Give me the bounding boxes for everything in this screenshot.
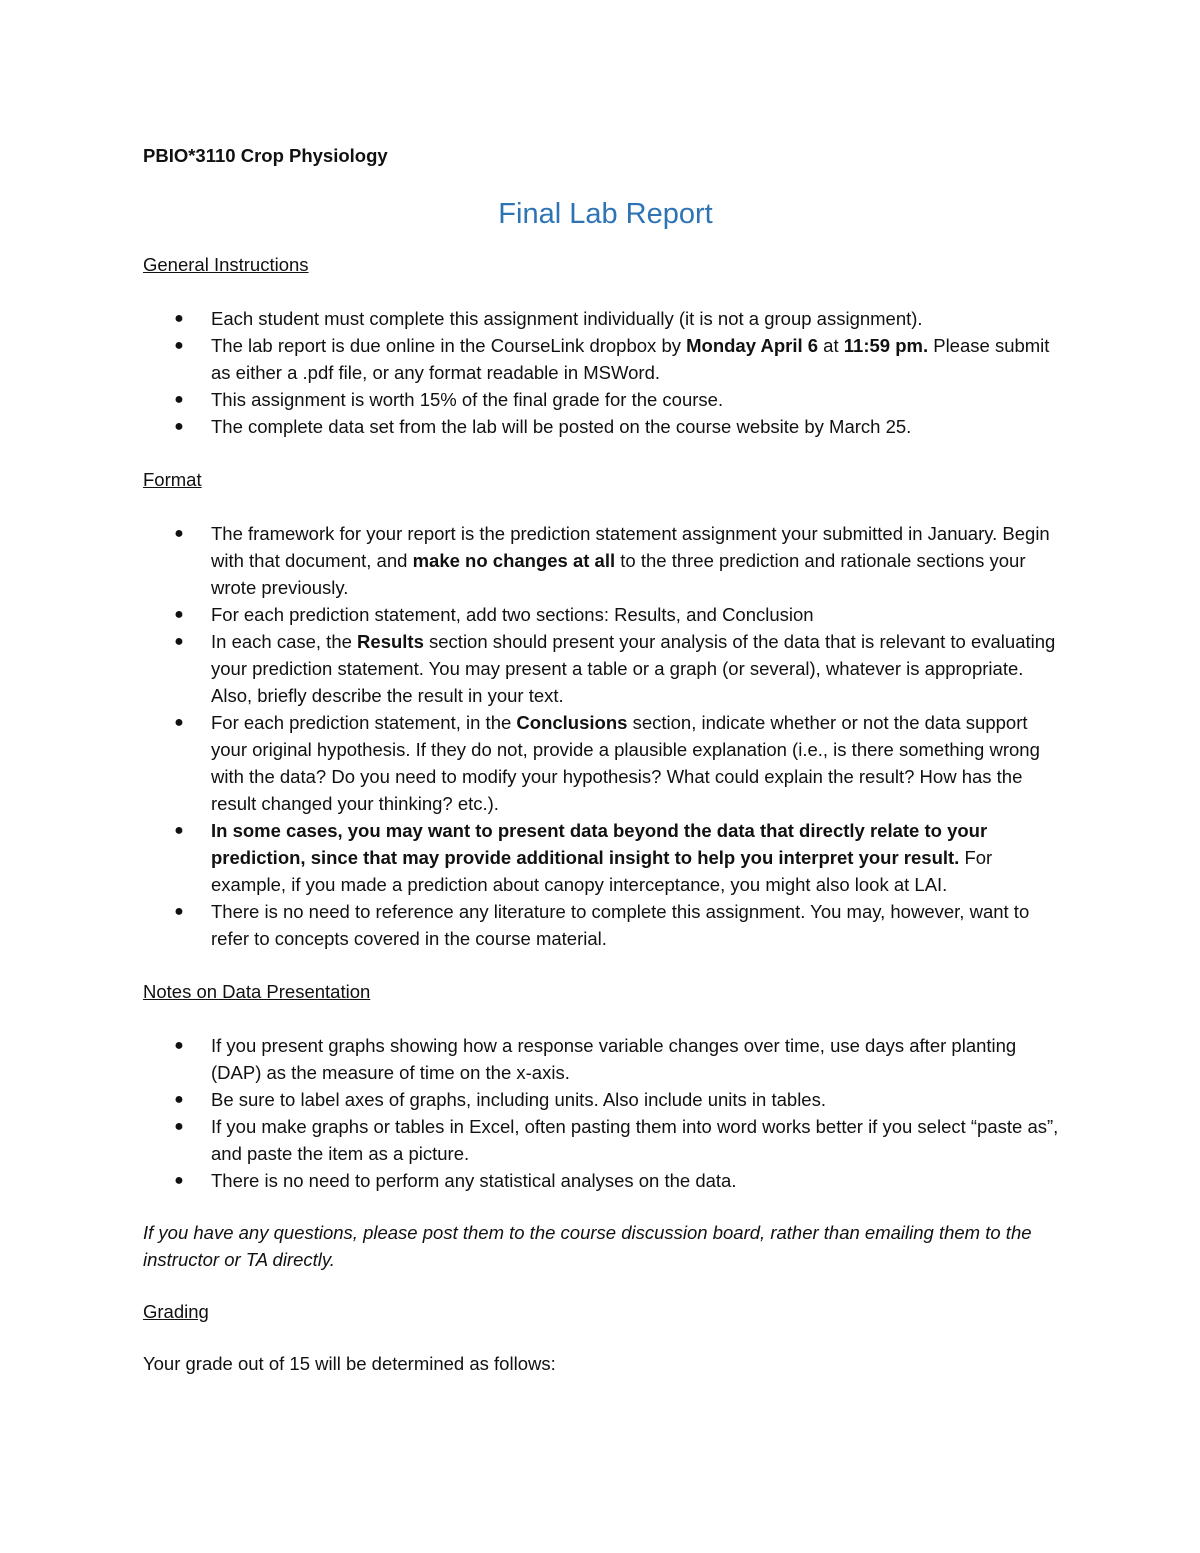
questions-note: If you have any questions, please post them to the course discussion board, rather than emailing them to the instructor or TA directly. xyxy=(143,1222,1032,1270)
text: If you present graphs showing how a response variable changes over time, use days after planting (DAP) as the measure of time on the x-axis. xyxy=(211,1035,1017,1083)
text: at xyxy=(818,335,844,356)
bold-text: Conclusions xyxy=(516,712,628,733)
list-item xyxy=(143,628,1068,709)
text: For each prediction statement, in the xyxy=(211,712,517,733)
list-item xyxy=(143,1032,1068,1086)
list-item xyxy=(143,305,1068,332)
list-item xyxy=(143,1167,1068,1194)
list-item xyxy=(143,709,1068,817)
bullet-icon: ● xyxy=(174,310,184,327)
text: to the three prediction and rationale sections your wrote previously. xyxy=(211,550,1026,598)
course-title: PBIO*3110 Crop Physiology xyxy=(143,145,388,166)
bold-text: Monday April 6 xyxy=(686,335,819,356)
document-page xyxy=(143,142,1068,1377)
list-item xyxy=(143,1086,1068,1113)
list-item xyxy=(143,898,1068,952)
list-item xyxy=(143,332,1068,386)
text: There is no need to perform any statistical analyses on the data. xyxy=(211,1170,737,1191)
text: The complete data set from the lab will be posted on the course website by March 25. xyxy=(211,416,912,437)
text: There is no need to reference any literature to complete this assignment. You may, however, want to refer to concepts covered in the course material. xyxy=(211,901,1030,949)
bullet-icon: ● xyxy=(174,391,184,408)
text: Each student must complete this assignment individually (it is not a group assignment). xyxy=(211,308,923,329)
general-instructions-list xyxy=(143,305,1068,440)
bullet-icon: ● xyxy=(174,337,184,354)
grading-heading: Grading xyxy=(143,1301,209,1322)
format-list xyxy=(143,520,1068,952)
list-item xyxy=(143,601,1068,628)
bullet-icon: ● xyxy=(174,1091,184,1108)
bullet-icon: ● xyxy=(174,822,184,839)
bullet-icon: ● xyxy=(174,714,184,731)
bold-text: In some cases, you may want to present data beyond the data that directly relate to your prediction, since that may provide additional insight to help you interpret your result. xyxy=(211,820,988,868)
bold-text: Results xyxy=(357,631,424,652)
document-title: Final Lab Report xyxy=(498,198,713,230)
bullet-icon: ● xyxy=(174,1172,184,1189)
text: Please submit as either a .pdf file, or any format readable in MSWord. xyxy=(211,335,1050,383)
list-item xyxy=(143,520,1068,601)
bold-text: 11:59 pm. xyxy=(843,335,929,356)
bullet-icon: ● xyxy=(174,633,184,650)
list-item xyxy=(143,413,1068,440)
text: The framework for your report is the prediction statement assignment your submitted in January. Begin with that document, and xyxy=(211,523,1050,571)
general-instructions-heading: General Instructions xyxy=(143,254,309,275)
bullet-icon: ● xyxy=(174,1037,184,1054)
format-heading: Format xyxy=(143,469,202,490)
text: For each prediction statement, add two sections: Results, and Conclusion xyxy=(211,604,814,625)
text: Be sure to label axes of graphs, including units. Also include units in tables. xyxy=(211,1089,826,1110)
text: In each case, the xyxy=(211,631,358,652)
text: section, indicate whether or not the data support your original hypothesis. If they do not, provide a plausible explanation (i.e., is there something wrong with the data? Do you need to modify your hypothesis? What could explain the result? How has the result changed your thinking? etc.). xyxy=(211,712,1040,814)
notes-list xyxy=(143,1032,1068,1194)
text: section should present your analysis of the data that is relevant to evaluating your prediction statement. You may present a table or a graph (or several), whatever is appropriate. Also, briefly describe the result in your text. xyxy=(211,631,1056,706)
text: For example, if you made a prediction about canopy interceptance, you might also look at LAI. xyxy=(211,847,993,895)
bold-text: make no changes at all xyxy=(412,550,616,571)
bullet-icon: ● xyxy=(174,525,184,542)
list-item xyxy=(143,1113,1068,1167)
list-item xyxy=(143,817,1068,898)
grading-intro: Your grade out of 15 will be determined as follows: xyxy=(143,1353,556,1374)
text: This assignment is worth 15% of the final grade for the course. xyxy=(211,389,724,410)
bullet-icon: ● xyxy=(174,418,184,435)
notes-heading: Notes on Data Presentation xyxy=(143,981,371,1002)
text: The lab report is due online in the CourseLink dropbox by xyxy=(211,335,687,356)
bullet-icon: ● xyxy=(174,903,184,920)
bullet-icon: ● xyxy=(174,606,184,623)
bullet-icon: ● xyxy=(174,1118,184,1135)
list-item xyxy=(143,386,1068,413)
text: If you make graphs or tables in Excel, often pasting them into word works better if you select “paste as”, and paste the item as a picture. xyxy=(211,1116,1059,1164)
